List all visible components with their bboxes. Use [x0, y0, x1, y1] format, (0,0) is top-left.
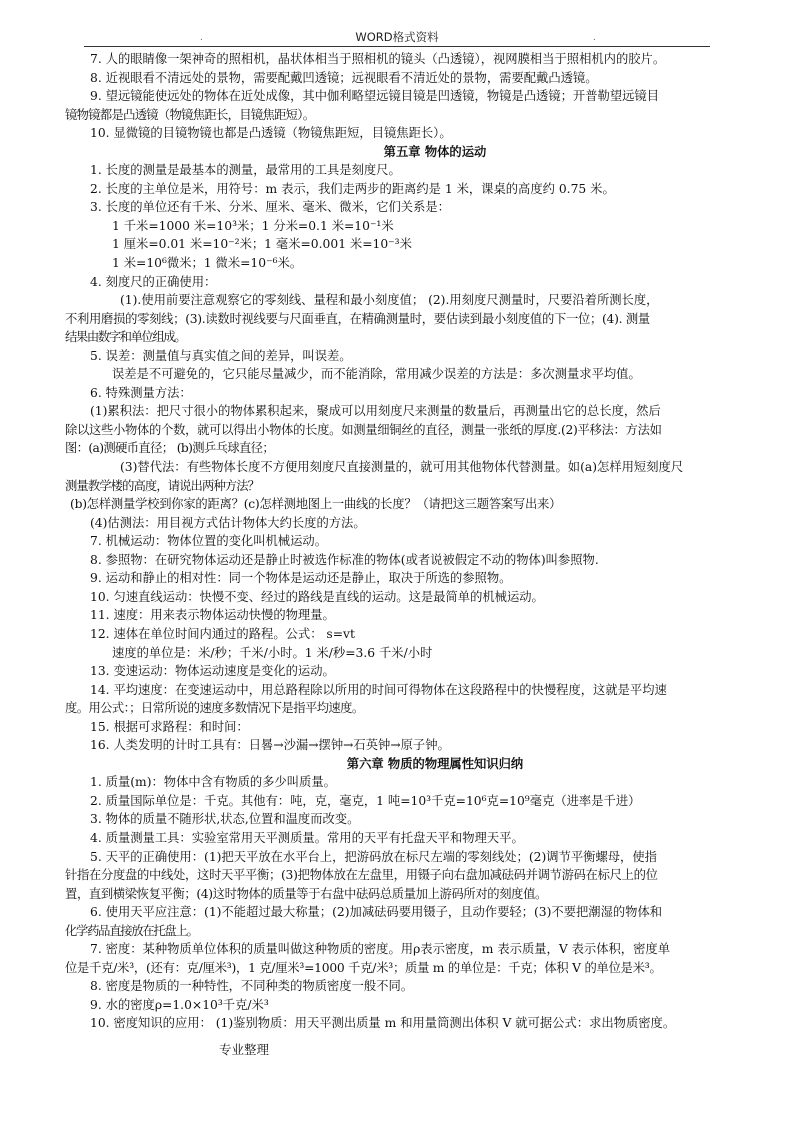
- header-dot-right: .: [593, 33, 596, 43]
- text-line: (3)替代法：有些物体长度不方便用刻度尺直接测量的，就可用其他物体代替测量。如(a)怎样用短刻度尺: [120, 460, 684, 475]
- document-body: [65, 50, 780, 1033]
- text-line: 7. 密度：某种物质单位体积的质量叫做这种物质的密度。用ρ表示密度，m 表示质量，V 表示体积，密度单: [90, 942, 670, 957]
- text-line: (4)估测法：用目视方式估计物体大约长度的方法。: [90, 515, 366, 530]
- text-line: 测量教学楼的高度，请说出两种方法？: [65, 478, 260, 493]
- text-line: 10. 密度知识的应用： (1)鉴别物质：用天平测出质量 m 和用量筒测出体积 V 就可据公式：求出物质密度。: [90, 1016, 676, 1031]
- text-line: 8. 近视眼看不清远处的景物，需要配戴凹透镜；远视眼看不清近处的景物，需要配戴凸透镜。: [90, 70, 598, 85]
- text-line: 6. 特殊测量方法：: [90, 385, 192, 400]
- text-line: 11. 速度：用来表示物体运动快慢的物理量。: [90, 608, 335, 623]
- text-line: 1 厘米=0.01 米=10⁻²米；1 毫米=0.001 米=10⁻³米: [112, 237, 412, 252]
- text-line: (b)怎样测量学校到你家的距离？(c)怎样测地图上一曲线的长度？（请把这三题答案写出来）: [70, 497, 562, 512]
- text-line: 8. 密度是物质的一种特性，不同种类的物质密度一般不同。: [90, 979, 414, 994]
- text-line: 3. 长度的单位还有千米、分米、厘米、毫米、微米，它们关系是：: [90, 200, 450, 215]
- page-header: WORD格式资料: [355, 30, 439, 44]
- text-line: 结果由数字和单位组成。: [65, 330, 186, 345]
- text-line: 8. 参照物：在研究物体运动还是静止时被选作标准的物体(或者说被假定不动的物体)叫参照物.: [90, 552, 599, 567]
- text-line: 度。用公式：；日常所说的速度多数情况下是指平均速度。: [65, 701, 364, 716]
- text-line: 2. 长度的主单位是米，用符号：m 表示，我们走两步的距离约是 1 米，课桌的高度约 0.75 米。: [90, 181, 615, 196]
- text-line: 3. 物体的质量不随形状,状态,位置和温度而改变。: [90, 812, 360, 827]
- text-line: 5. 天平的正确使用：(1)把天平放在水平台上，把游码放在标尺左端的零刻线处；(2)调节平衡螺母，使指: [90, 849, 657, 864]
- text-line: 镜物镜都是凸透镜（物镜焦距长，目镜焦距短）。: [65, 107, 315, 122]
- text-line: 1. 长度的测量是最基本的测量，最常用的工具是刻度尺。: [90, 163, 401, 178]
- chapter-heading: 第六章 物质的物理属性知识归纳: [346, 756, 524, 771]
- text-line: (1)累积法：把尺寸很小的物体累积起来，聚成可以用刻度尺来测量的数量后，再测量出它的总长度，然后: [90, 404, 661, 419]
- text-line: 16. 人类发明的计时工具有：日晷→沙漏→摆钟→石英钟→原子钟。: [90, 738, 450, 753]
- text-line: 化学药品直接放在托盘上。: [65, 923, 198, 938]
- text-line: (1).使用前要注意观察它的零刻线、量程和最小刻度值； (2).用刻度尺测量时，尺要沿着所测长度，: [120, 293, 659, 308]
- text-line: 15. 根据可求路程：和时间：: [90, 719, 249, 734]
- text-line: 误差是不可避免的，它只能尽量减少，而不能消除，常用减少误差的方法是：多次测量求平均值。: [112, 367, 641, 382]
- text-line: 10. 匀速直线运动：快慢不变、经过的路线是直线的运动。这是最简单的机械运动。: [90, 589, 544, 604]
- text-line: 除以这些小物体的个数，就可以得出小物体的长度。如测量细铜丝的直径，测量一张纸的厚度.(2)平移法：方法如: [65, 422, 662, 437]
- text-line: 2. 质量国际单位是：千克。其他有：吨，克，毫克，1 吨=10³千克=10⁶克=10⁹毫克（进率是千进）: [90, 793, 641, 808]
- text-line: 13. 变速运动：物体运动速度是变化的运动。: [90, 664, 335, 679]
- text-line: 不利用磨损的零刻线；(3).读数时视线要与尺面垂直，在精确测量时，要估读到最小刻度值的下一位；(4). 测量: [65, 311, 650, 326]
- text-line: 1. 质量(m)：物体中含有物质的多少叫质量。: [90, 775, 336, 790]
- header-dot-left: .: [200, 33, 203, 43]
- text-line: 7. 人的眼睛像一架神奇的照相机，晶状体相当于照相机的镜头（凸透镜），视网膜相当于照相机内的胶片。: [90, 52, 666, 66]
- text-line: 速度的单位是：米/秒；千米/小时。1 米/秒=3.6 千米/小时: [112, 645, 433, 660]
- text-line: 14. 平均速度：在变速运动中，用总路程除以所用的时间可得物体在这段路程中的快慢程度，这就是平均速: [90, 682, 667, 697]
- text-line: 置，直到横梁恢复平衡；(4)这时物体的质量等于右盘中砝码总质量加上游码所对的刻度值。: [65, 886, 547, 901]
- text-line: 6. 使用天平应注意：(1)不能超过最大称量；(2)加减砝码要用镊子，且动作要轻；(3)不要把潮湿的物体和: [90, 905, 663, 920]
- text-line: 9. 望远镜能使远处的物体在近处成像，其中伽利略望远镜目镜是凹透镜，物镜是凸透镜；开普勒望远镜目: [90, 89, 660, 104]
- text-line: 7. 机械运动：物体位置的变化叫机械运动。: [90, 534, 327, 549]
- text-line: 9. 运动和静止的相对性：同一个物体是运动还是静止，取决于所选的参照物。: [90, 571, 512, 586]
- chapter-heading: 第五章 物体的运动: [383, 144, 487, 159]
- text-line: 9. 水的密度ρ=1.0×10³千克/米³: [90, 997, 269, 1012]
- text-line: 12. 速体在单位时间内通过的路程。公式： s=vt: [90, 626, 355, 641]
- text-line: 4. 质量测量工具：实验室常用天平测质量。常用的天平有托盘天平和物理天平。: [90, 830, 524, 845]
- header-rule: [84, 46, 710, 47]
- text-line: 1 千米=1000 米=10³米；1 分米=0.1 米=10⁻¹米: [112, 218, 394, 233]
- page-footer: 专业整理: [219, 1042, 270, 1057]
- text-line: 针指在分度盘的中线处，这时天平平衡；(3)把物体放在左盘里，用镊子向右盘加减砝码并调节游码在标尺上的位: [65, 868, 658, 883]
- text-line: 10. 显微镜的目镜物镜也都是凸透镜（物镜焦距短，目镜焦距长）。: [90, 126, 452, 141]
- text-line: 1 米=10⁶微米；1 微米=10⁻⁶米。: [112, 256, 303, 271]
- text-line: 5. 误差：测量值与真实值之间的差异，叫误差。: [90, 348, 352, 363]
- text-line: 位是千克/米³，(还有：克/厘米³)，1 克/厘米³=1000 千克/米³；质量 m 的单位是：千克；体积 V 的单位是米³。: [65, 960, 662, 975]
- text-line: 图：(a)测硬币直径； (b)测乒乓球直径；: [65, 441, 275, 456]
- text-line: 4. 刻度尺的正确使用：: [90, 274, 217, 289]
